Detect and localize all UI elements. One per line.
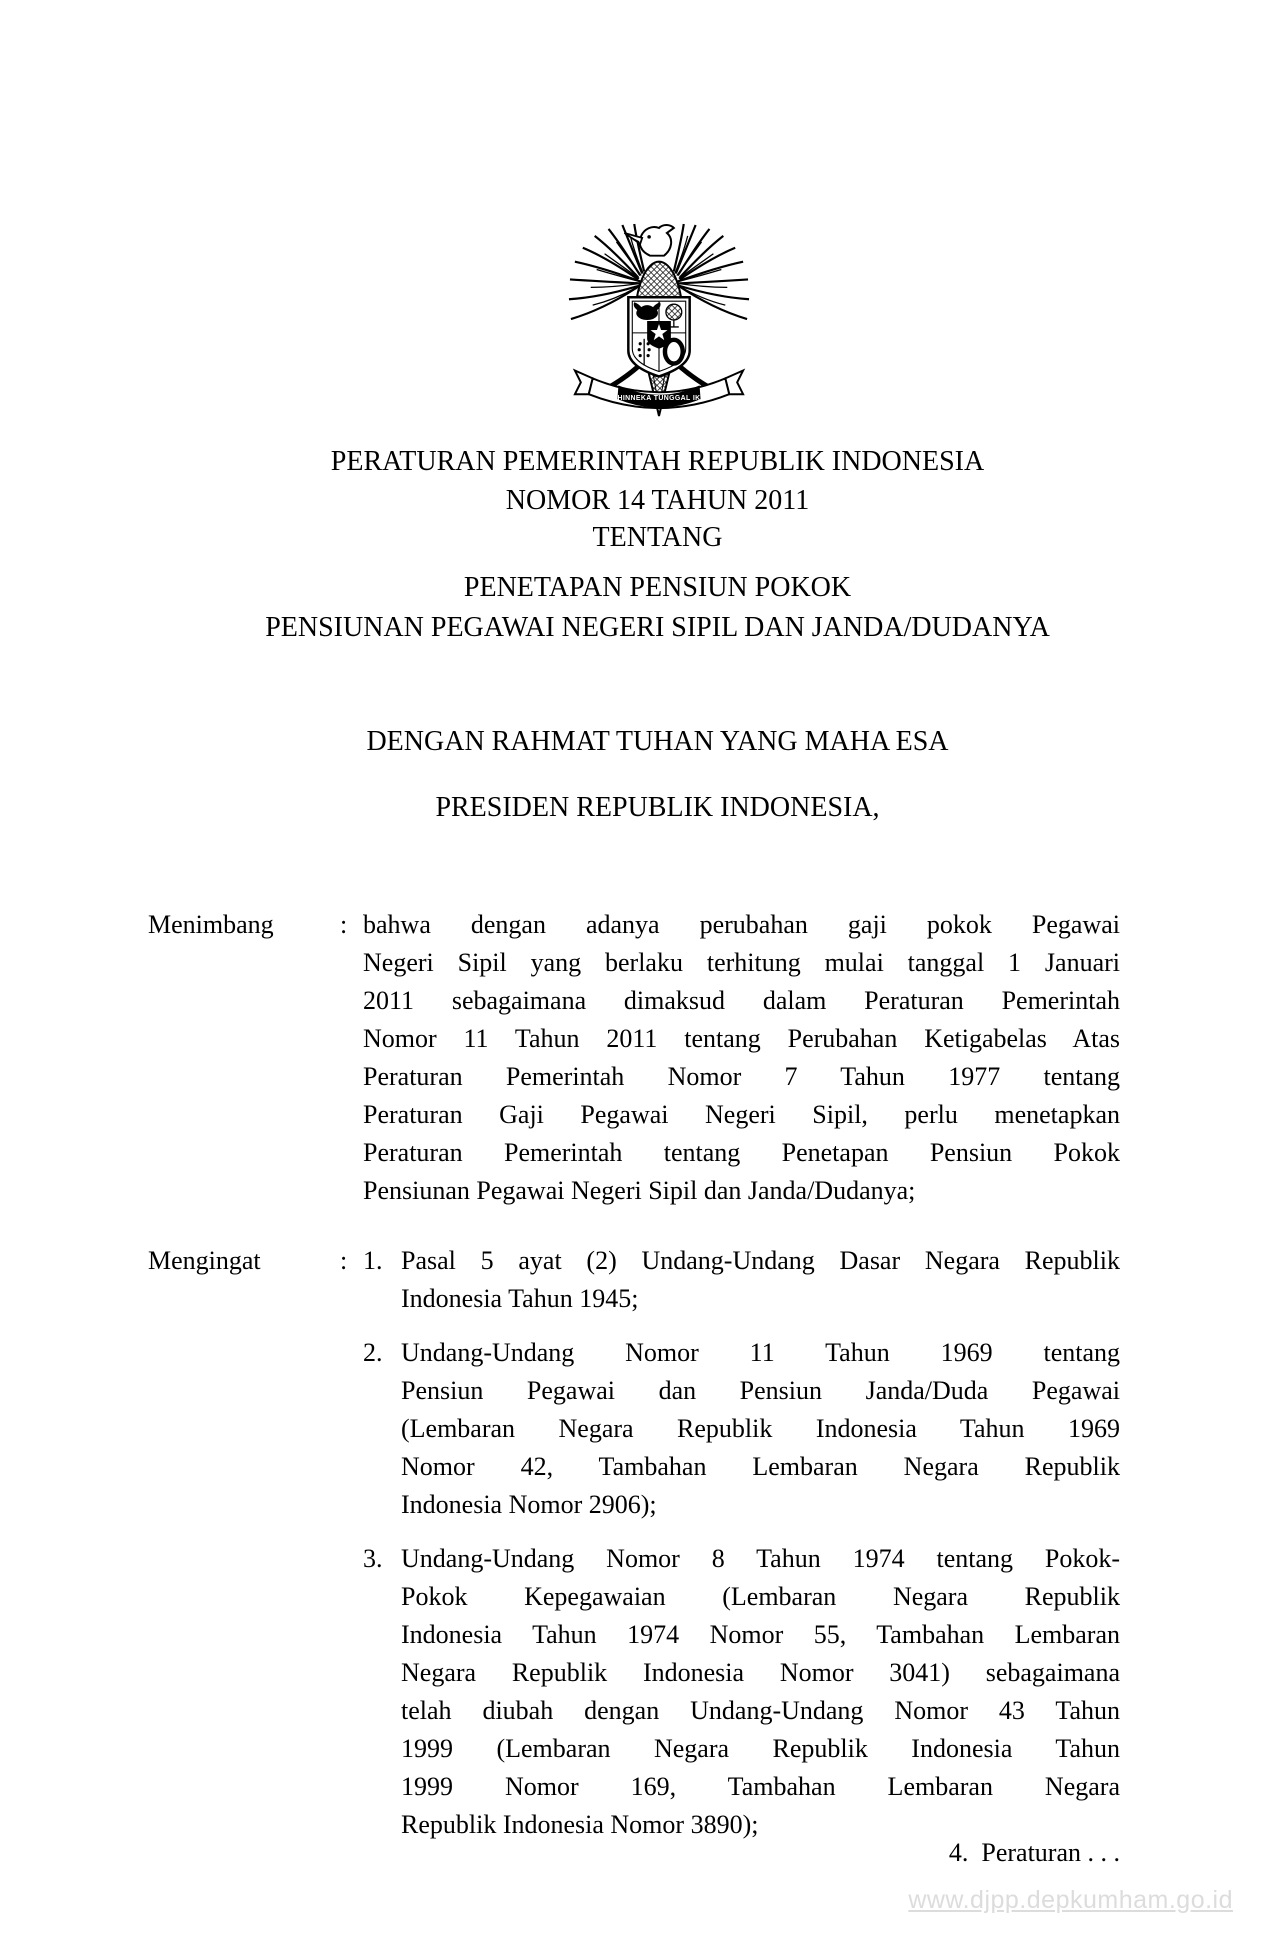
considerations-text bbox=[363, 906, 1120, 1210]
item-line: Nomor 42, Tambahan Lembaran Negara Republik bbox=[401, 1452, 1120, 1481]
item-line: Undang-Undang Nomor 11 Tahun 1969 tentang bbox=[401, 1338, 1120, 1367]
considerations-line: Peraturan Pemerintah tentang Penetapan Pensiun Pokok bbox=[363, 1138, 1120, 1167]
item-line: 1999 Nomor 169, Tambahan Lembaran Negara bbox=[401, 1772, 1120, 1801]
item-line: Indonesia Tahun 1974 Nomor 55, Tambahan Lembaran bbox=[401, 1620, 1120, 1649]
legal-basis-item bbox=[363, 1242, 1120, 1318]
page-catchword: 4. Peraturan . . . bbox=[948, 1838, 1120, 1867]
garuda-pancasila-emblem bbox=[565, 222, 753, 420]
invocation-line: DENGAN RAHMAT TUHAN YANG MAHA ESA bbox=[366, 726, 949, 757]
site-watermark: www.djpp.depkumham.go.id bbox=[908, 1886, 1233, 1914]
title-line-1: PERATURAN PEMERINTAH REPUBLIK INDONESIA bbox=[330, 446, 985, 477]
item-line: Undang-Undang Nomor 8 Tahun 1974 tentang Pokok- bbox=[401, 1544, 1120, 1573]
item-number: 1. bbox=[363, 1246, 383, 1275]
considerations-line: Peraturan Gaji Pegawai Negeri Sipil, perlu menetapkan bbox=[363, 1100, 1120, 1129]
considerations-line: 2011 sebagaimana dimaksud dalam Peraturan Pemerintah bbox=[363, 986, 1120, 1015]
subject-line-2: PENSIUNAN PEGAWAI NEGERI SIPIL DAN JANDA/DUDANYA bbox=[265, 612, 1050, 643]
legal-basis-label: Mengingat bbox=[148, 1246, 261, 1275]
tentang-label: TENTANG bbox=[592, 522, 723, 553]
item-line: Negara Republik Indonesia Nomor 3041) sebagaimana bbox=[401, 1658, 1120, 1687]
title-line-2: NOMOR 14 TAHUN 2011 bbox=[505, 485, 810, 516]
considerations-label: Menimbang bbox=[148, 910, 274, 939]
item-line: telah diubah dengan Undang-Undang Nomor 43 Tahun bbox=[401, 1696, 1120, 1725]
considerations-colon: : bbox=[340, 910, 348, 939]
considerations-line: Nomor 11 Tahun 2011 tentang Perubahan Ketigabelas Atas bbox=[363, 1024, 1120, 1053]
legal-basis-item bbox=[363, 1334, 1120, 1524]
item-line: Pasal 5 ayat (2) Undang-Undang Dasar Negara Republik bbox=[401, 1246, 1120, 1275]
item-line: Pensiun Pegawai dan Pensiun Janda/Duda Pegawai bbox=[401, 1376, 1120, 1405]
considerations-line: Negeri Sipil yang berlaku terhitung mulai tanggal 1 Januari bbox=[363, 948, 1120, 977]
subject-line-1: PENETAPAN PENSIUN POKOK bbox=[463, 572, 852, 603]
item-number: 2. bbox=[363, 1338, 383, 1367]
legal-basis-list bbox=[363, 1242, 1120, 1844]
item-text bbox=[401, 1540, 1120, 1844]
issuer-line: PRESIDEN REPUBLIK INDONESIA, bbox=[435, 792, 880, 823]
document-title bbox=[140, 442, 1175, 520]
item-line: Republik Indonesia Nomor 3890); bbox=[401, 1810, 759, 1839]
legal-basis-item bbox=[363, 1540, 1120, 1844]
item-line: 1999 (Lembaran Negara Republik Indonesia Tahun bbox=[401, 1734, 1120, 1763]
item-line: Indonesia Tahun 1945; bbox=[401, 1284, 639, 1313]
considerations-line: Peraturan Pemerintah Nomor 7 Tahun 1977 tentang bbox=[363, 1062, 1120, 1091]
considerations-line: Pensiunan Pegawai Negeri Sipil dan Janda/Dudanya; bbox=[363, 1176, 916, 1205]
item-text bbox=[401, 1334, 1120, 1524]
document-subject bbox=[140, 568, 1175, 648]
item-line: Pokok Kepegawaian (Lembaran Negara Republik bbox=[401, 1582, 1120, 1611]
considerations-line: bahwa dengan adanya perubahan gaji pokok Pegawai bbox=[363, 910, 1120, 939]
item-number: 3. bbox=[363, 1544, 383, 1573]
item-text bbox=[401, 1242, 1120, 1318]
legal-basis-colon: : bbox=[340, 1246, 348, 1275]
emblem-motto-text: BHINNEKA TUNGGAL IKA bbox=[612, 395, 706, 403]
item-line: (Lembaran Negara Republik Indonesia Tahun 1969 bbox=[401, 1414, 1120, 1443]
item-line: Indonesia Nomor 2906); bbox=[401, 1490, 657, 1519]
